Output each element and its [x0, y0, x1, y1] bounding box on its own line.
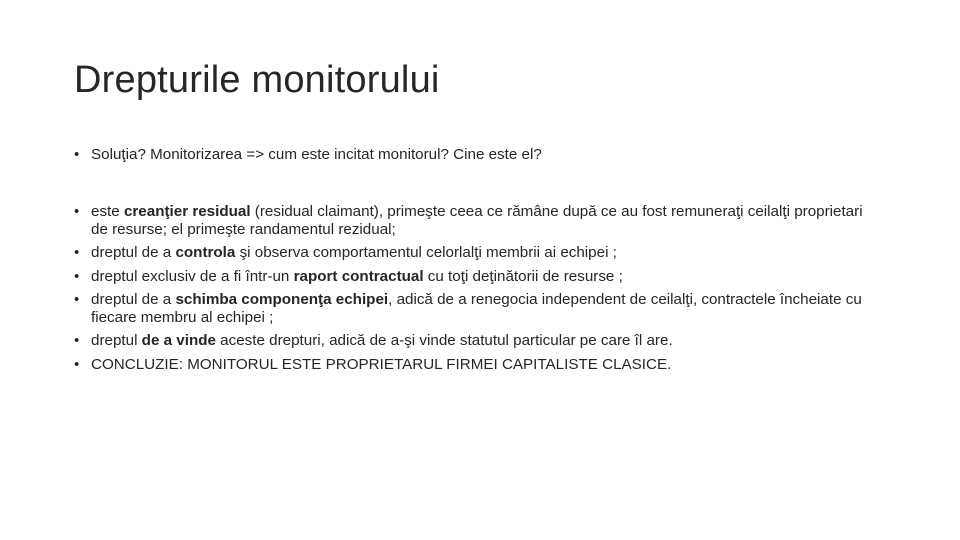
- item-text: , adică de a renegocia independent de ceilalţi, contractele încheiate cu fiecare membru al echipei ;: [91, 291, 862, 326]
- intro-text: Soluţia? Monitorizarea => cum este incitat monitorul? Cine este el?: [91, 146, 542, 163]
- item-text: cu toţi deţinătorii de resurse ;: [423, 267, 623, 285]
- intro-list: [74, 146, 874, 170]
- item-text: aceste drepturi, adică de a-şi vinde statutul particular pe care îl are.: [215, 332, 673, 349]
- bullet-icon: •: [74, 291, 80, 308]
- item-text: CONCLUZIE: MONITORUL ESTE PROPRIETARUL FIRMEI CAPITALISTE CLASICE.: [91, 355, 672, 373]
- item-text: şi observa comportamentul celorlalţi membrii ai echipei ;: [235, 244, 617, 261]
- rights-list: [74, 203, 874, 379]
- item-bold: raport contractual: [293, 267, 424, 285]
- bullet-icon: •: [74, 355, 80, 373]
- bullet-icon: •: [74, 267, 80, 285]
- slide-title: Drepturile monitorului: [74, 59, 440, 101]
- item-text: dreptul: [91, 332, 142, 349]
- item-bold: controla: [175, 244, 236, 261]
- intro-item: [74, 146, 874, 164]
- item-text: dreptul de a: [91, 244, 176, 261]
- item-text: (residual claimant), primeşte ceea ce rămâne după ce au fost remuneraţi ceilalţi proprietari de resurse; el primeşte randamentul rezidual;: [91, 203, 863, 238]
- list-item: [74, 203, 874, 238]
- item-bold: creanţier residual: [123, 203, 251, 220]
- bullet-icon: •: [74, 244, 80, 261]
- list-item: [74, 268, 874, 286]
- list-item: [74, 356, 874, 374]
- item-bold: de a vinde: [141, 332, 216, 349]
- item-bold: schimba componenţa echipei: [175, 291, 389, 308]
- item-text: dreptul exclusiv de a fi într-un: [91, 267, 294, 285]
- item-text: este: [91, 203, 124, 220]
- list-item: [74, 291, 874, 326]
- list-item: [74, 332, 874, 350]
- item-text: dreptul de a: [91, 291, 176, 308]
- bullet-icon: •: [74, 332, 80, 349]
- list-item: [74, 244, 874, 262]
- bullet-icon: •: [74, 146, 80, 163]
- bullet-icon: •: [74, 203, 80, 220]
